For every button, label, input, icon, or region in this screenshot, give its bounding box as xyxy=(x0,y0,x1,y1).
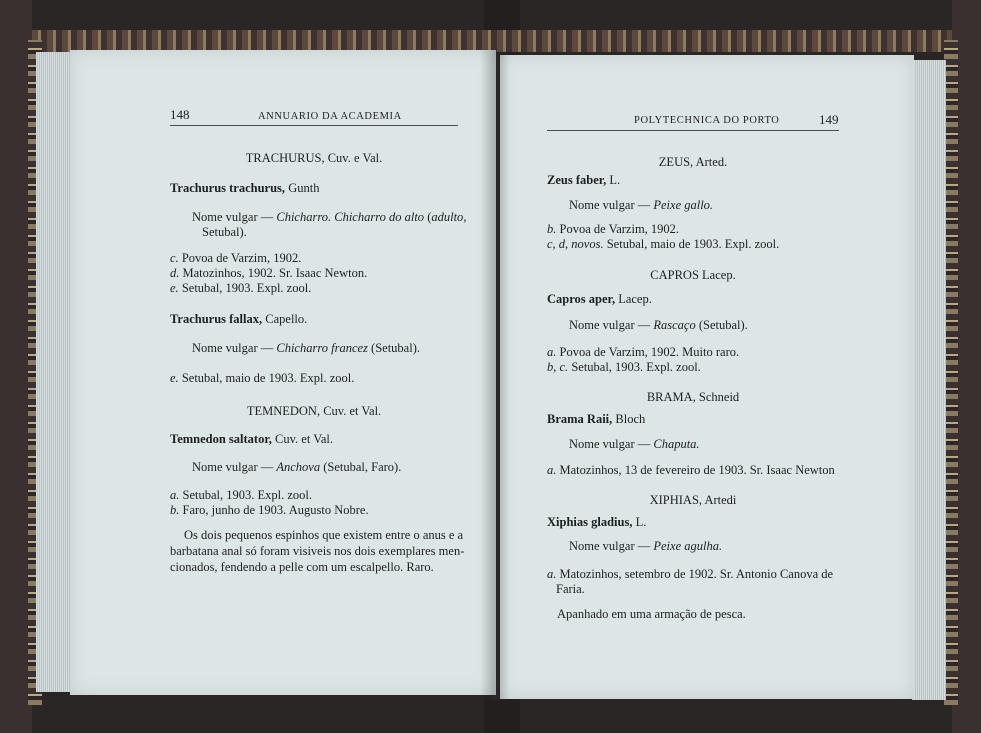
running-header: ANNUARIO DA ACADEMIA xyxy=(258,111,402,122)
vulgar-name: Nome vulgar — Chaputa. xyxy=(569,437,700,451)
specimen-line-cont: Faria. xyxy=(556,582,585,596)
vulgar-name: Nome vulgar — Chicharro. Chicharro do alto (adulto, xyxy=(192,210,467,224)
specimen-line: c, d, novos. Setubal, maio de 1903. Expl. zool. xyxy=(547,237,780,251)
specimen-line: b, c. Setubal, 1903. Expl. zool. xyxy=(547,360,701,374)
page-number: 149 xyxy=(819,112,839,127)
genus-heading: ZEUS, Arted. xyxy=(658,155,728,169)
vulgar-name: Nome vulgar — Peixe gallo. xyxy=(569,198,714,212)
note-paragraph: barbatana anal só foram visiveis nos dois exemplares men- xyxy=(170,544,465,558)
specimen-line: b. Faro, junho de 1903. Augusto Nobre. xyxy=(170,503,369,517)
specimen-line: a. Povoa de Varzim, 1902. Muito raro. xyxy=(547,345,740,359)
note-paragraph: Os dois pequenos espinhos que existem entre o anus e a xyxy=(184,528,464,542)
note-paragraph: Apanhado em uma armação de pesca. xyxy=(557,607,746,621)
specimen-line: a. Matozinhos, 13 de fevereiro de 1903. Sr. Isaac Newton xyxy=(547,463,835,477)
header-rule xyxy=(547,130,839,131)
species-entry: Zeus faber, L. xyxy=(547,173,621,187)
species-entry: Capros aper, Lacep. xyxy=(547,292,652,306)
species-entry: Trachurus trachurus, Gunth xyxy=(170,181,320,195)
vulgar-name: Nome vulgar — Chicharro francez (Setubal). xyxy=(192,341,420,355)
genus-heading: BRAMA, Schneid xyxy=(646,390,740,404)
vulgar-name: Nome vulgar — Anchova (Setubal, Faro). xyxy=(192,460,402,474)
genus-heading: TRACHURUS, Cuv. e Val. xyxy=(245,151,383,165)
specimen-line: d. Matozinhos, 1902. Sr. Isaac Newton. xyxy=(170,266,368,280)
page-stack-left xyxy=(36,52,72,692)
specimen-line: a. Matozinhos, setembro de 1902. Sr. Antonio Canova de xyxy=(547,567,834,581)
species-entry: Xiphias gladius, L. xyxy=(547,515,647,529)
genus-heading: TEMNEDON, Cuv. et Val. xyxy=(246,404,382,418)
vulgar-name: Nome vulgar — Peixe agulha. xyxy=(569,539,723,553)
marbled-top-edge xyxy=(32,30,952,52)
vulgar-name-cont: Setubal). xyxy=(202,225,247,239)
genus-heading: XIPHIAS, Artedi xyxy=(649,493,737,507)
right-page xyxy=(500,55,914,699)
running-header: POLYTECHNICA DO PORTO xyxy=(634,115,780,126)
specimen-line: e. Setubal, 1903. Expl. zool. xyxy=(170,281,312,295)
genus-heading: CAPROS Lacep. xyxy=(650,268,736,282)
marbled-edge-right xyxy=(944,40,958,705)
left-page xyxy=(70,50,496,695)
gutter-shadow xyxy=(480,50,510,700)
page-stack-right xyxy=(912,60,946,700)
specimen-line: a. Setubal, 1903. Expl. zool. xyxy=(170,488,312,502)
species-entry: Trachurus fallax, Capello. xyxy=(170,312,308,326)
header-rule xyxy=(170,125,458,126)
species-entry: Brama Raii, Bloch xyxy=(547,412,646,426)
note-paragraph: cionados, fendendo a pelle com um escalpello. Raro. xyxy=(170,560,434,574)
specimen-line: c. Povoa de Varzim, 1902. xyxy=(170,251,302,265)
vulgar-name: Nome vulgar — Rascaço (Setubal). xyxy=(569,318,748,332)
specimen-line: b. Povoa de Varzim, 1902. xyxy=(547,222,680,236)
species-entry: Temnedon saltator, Cuv. et Val. xyxy=(170,432,333,446)
specimen-line: e. Setubal, maio de 1903. Expl. zool. xyxy=(170,371,355,385)
page-number: 148 xyxy=(170,107,190,122)
